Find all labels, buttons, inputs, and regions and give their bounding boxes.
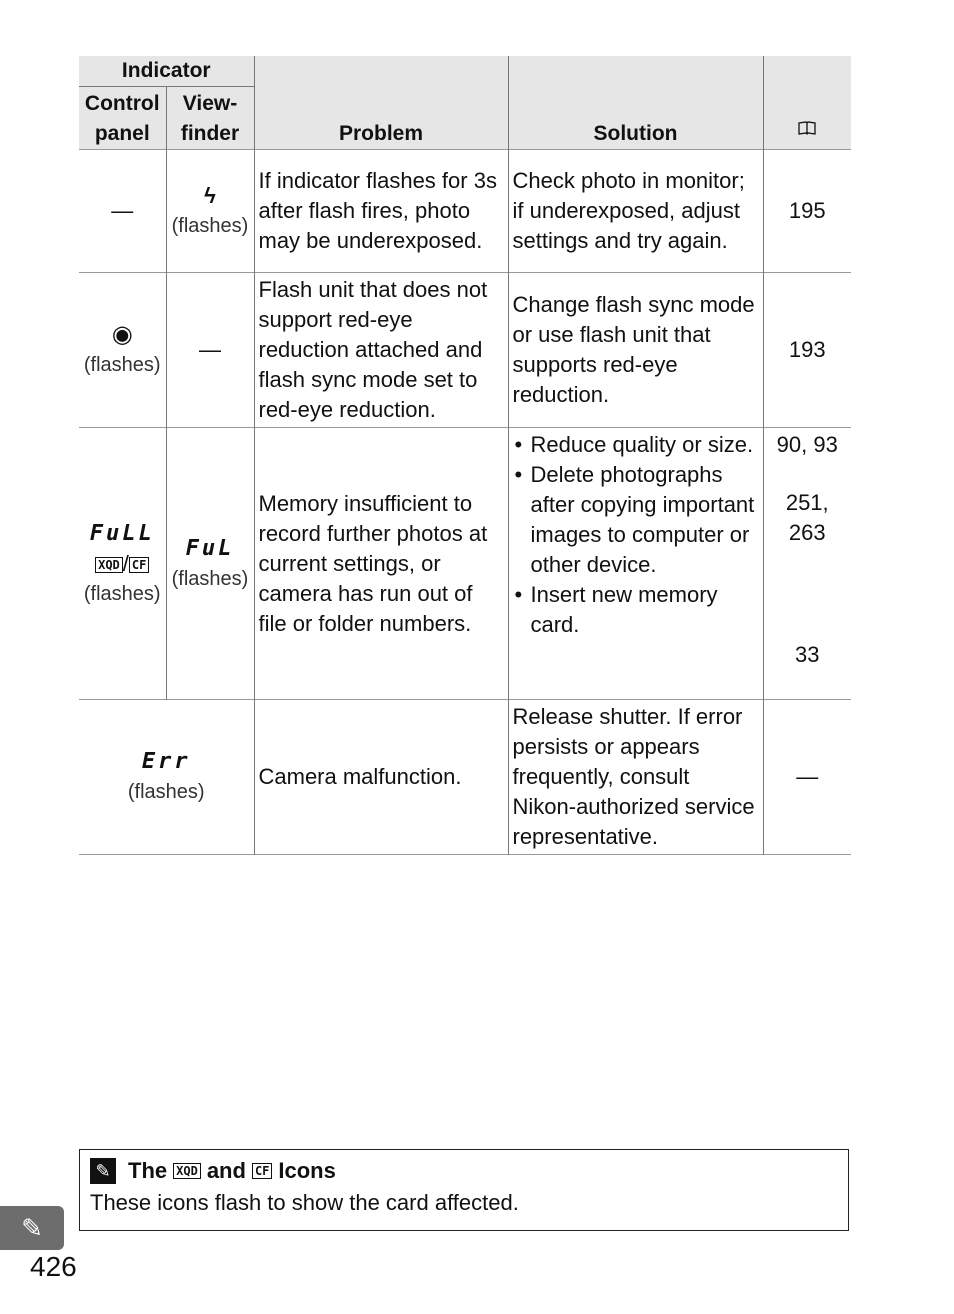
xqd-icon: XQD — [173, 1163, 201, 1179]
card-icons — [83, 549, 162, 579]
row3-control-panel — [79, 428, 166, 700]
row3-solution — [508, 428, 763, 700]
row2-problem: Flash unit that does not support red-eye reduction attached and flash sync mode set to red-eye reduction. — [254, 273, 508, 428]
row4-problem: Camera malfunction. — [254, 700, 508, 855]
row1-control-panel: — — [111, 198, 134, 223]
list-item: • Delete photographs after copying important images to computer or other device. — [513, 460, 759, 580]
header-control-panel: Control panel — [79, 87, 166, 150]
row1-page: 195 — [763, 150, 851, 273]
note-text: These icons flash to show the card affected. — [90, 1190, 519, 1215]
row3-viewfinder — [166, 428, 254, 700]
indicator-note: (flashes) — [127, 781, 205, 803]
ful-lcd-icon: FuL — [185, 535, 235, 561]
row2-solution: Change flash sync mode or use flash unit that supports red-eye reduction. — [508, 273, 763, 428]
page-ref: 251, 263 — [785, 490, 829, 545]
slash: / — [122, 550, 129, 576]
red-eye-icon: ◉ — [111, 321, 133, 348]
page-ref: 90, 93 — [776, 432, 838, 457]
row3-problem: Memory insufficient to record further photos at current settings, or camera has run out of file or folder numbers. — [254, 428, 508, 700]
note-box — [79, 1149, 849, 1231]
row2-control-panel — [79, 273, 166, 428]
viewfinder-note: (flashes) — [171, 215, 249, 237]
row2-viewfinder: — — [166, 273, 254, 428]
note-title — [90, 1154, 838, 1188]
table-row — [79, 700, 851, 855]
cf-icon: CF — [252, 1163, 272, 1179]
list-item: • Insert new memory card. — [513, 580, 759, 640]
row3-pages — [763, 428, 851, 700]
book-icon — [798, 118, 816, 141]
err-lcd-icon: Err — [141, 749, 191, 774]
troubleshooting-table — [79, 56, 851, 855]
table-row — [79, 150, 851, 273]
control-panel-note: (flashes) — [83, 582, 161, 605]
header-viewfinder: View-finder — [166, 87, 254, 150]
control-panel-note: (flashes) — [83, 354, 161, 376]
row2-page: 193 — [763, 273, 851, 428]
full-lcd-icon: FuLL — [89, 520, 155, 546]
xqd-icon: XQD — [95, 557, 123, 573]
page-number: 426 — [30, 1251, 77, 1282]
table-row — [79, 428, 851, 700]
pencil-icon: ✎ — [90, 1158, 116, 1184]
note-title-the: The — [128, 1158, 168, 1183]
cf-icon: CF — [129, 557, 149, 573]
page-ref: 33 — [795, 642, 820, 667]
row1-problem: If indicator flashes for 3s after flash fires, photo may be underexposed. — [254, 150, 508, 273]
row4-indicator — [79, 700, 254, 855]
note-title-icons: Icons — [278, 1158, 336, 1183]
section-tab-icon: ✎ — [0, 1206, 64, 1250]
flash-icon: ϟ — [204, 183, 216, 208]
solution-list — [513, 430, 759, 640]
row1-viewfinder — [166, 150, 254, 273]
header-solution: Solution — [508, 56, 763, 150]
table-row — [79, 273, 851, 428]
list-item: • Reduce quality or size. — [513, 430, 759, 460]
row1-solution: Check photo in monitor; if underexposed, adjust settings and try again. — [508, 150, 763, 273]
header-page-ref — [763, 56, 851, 150]
note-title-and: and — [206, 1158, 246, 1183]
viewfinder-note: (flashes) — [171, 567, 249, 590]
row4-page: — — [763, 700, 851, 855]
header-problem: Problem — [254, 56, 508, 150]
header-indicator: Indicator — [79, 56, 254, 87]
row4-solution: Release shutter. If error persists or appears frequently, consult Nikon-authorized service representative. — [508, 700, 763, 855]
